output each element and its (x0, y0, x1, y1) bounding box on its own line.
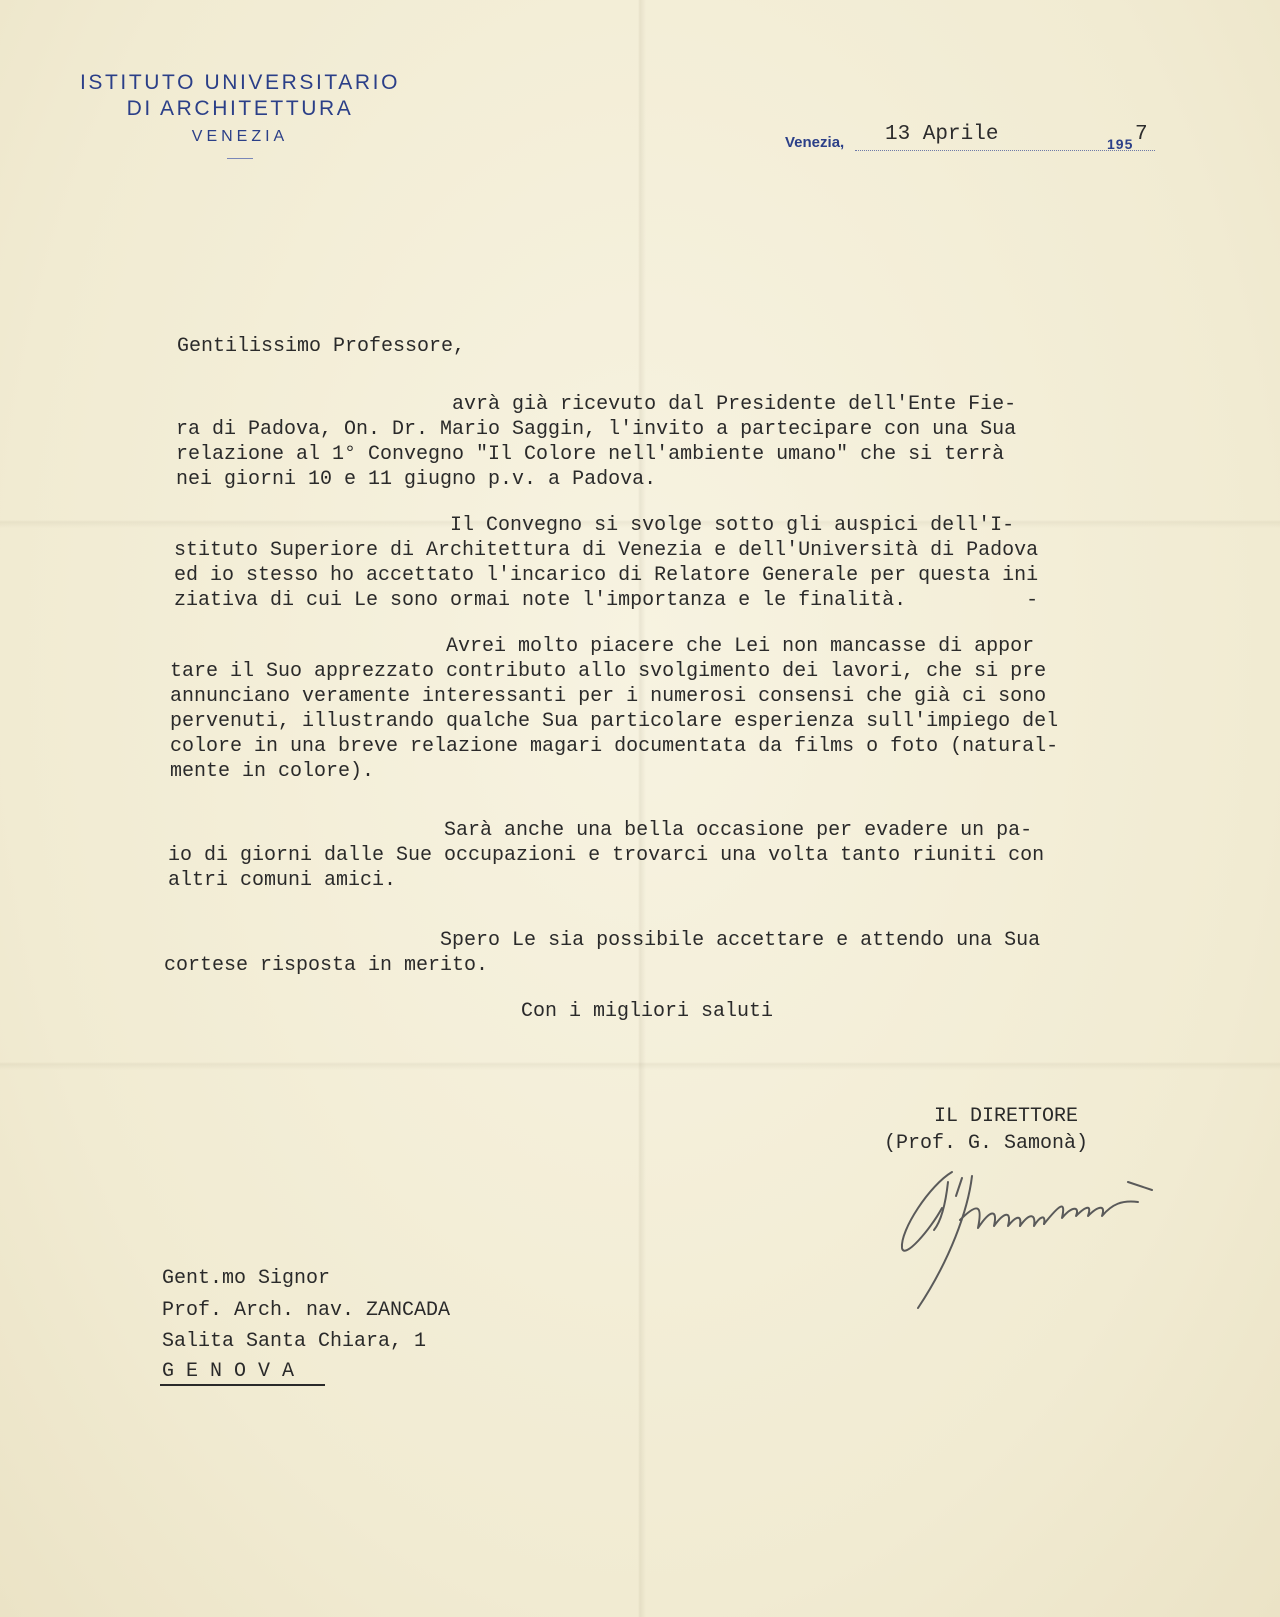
paragraph-3-line-6: mente in colore). (170, 760, 375, 783)
paragraph-3-line-3: annunciano veramente interessanti per i numerosi consensi che già ci sono (170, 685, 1047, 708)
paragraph-4-line-1: Sarà anche una bella occasione per evadere un pa- (168, 819, 1033, 842)
paragraph-2-line-1: Il Convegno si svolge sotto gli auspici dell'I- (174, 514, 1015, 537)
letterhead (60, 70, 420, 159)
paragraph-3-line-5: colore in una breve relazione magari documentata da films o foto (natural- (170, 735, 1059, 758)
closing: Con i migliori saluti (521, 1000, 774, 1023)
recipient-city-underline (160, 1384, 325, 1386)
dateline-year-digit: 7 (1135, 123, 1148, 146)
dateline (785, 120, 1170, 150)
paragraph-1-line-2: ra di Padova, On. Dr. Mario Saggin, l'invito a partecipare con una Sua (176, 418, 1017, 441)
recipient-line-3: Salita Santa Chiara, 1 (162, 1330, 427, 1353)
paragraph-5-line-1: Spero Le sia possibile accettare e attendo una Sua (164, 929, 1041, 952)
salutation: Gentilissimo Professore, (177, 335, 466, 358)
paragraph-2-line-2: stituto Superiore di Architettura di Venezia e dell'Università di Padova (174, 539, 1039, 562)
paragraph-2-line-3: ed io stesso ho accettato l'incarico di Relatore Generale per questa ini (174, 564, 1039, 587)
paragraph-1-line-4: nei giorni 10 e 11 giugno p.v. a Padova. (176, 468, 657, 491)
dateline-city: Venezia, (785, 134, 845, 151)
signatory-name: (Prof. G. Samonà) (884, 1132, 1089, 1155)
paragraph-1-line-3: relazione al 1° Convegno "Il Colore nell'ambiente umano" che si terrà (176, 443, 1005, 466)
recipient-line-2: Prof. Arch. nav. ZANCADA (162, 1299, 451, 1322)
paragraph-3-line-4: pervenuti, illustrando qualche Sua particolare esperienza sull'impiego del (170, 710, 1059, 733)
dateline-year-prefix: 195 (1107, 136, 1134, 152)
letterhead-city-line: VENEZIA (191, 128, 289, 145)
paragraph-2-line-4: ziativa di cui Le sono ormai note l'importanza e le finalità. - (174, 589, 1039, 612)
paragraph-3-line-2: tare il Suo apprezzato contributo allo svolgimento dei lavori, che si pre (170, 660, 1047, 683)
paragraph-1-line-1: avrà già ricevuto dal Presidente dell'Ente Fie- (176, 393, 1017, 416)
recipient-line-1: Gent.mo Signor (162, 1267, 331, 1290)
signatory-title: IL DIRETTORE (934, 1105, 1079, 1128)
letterhead-rule (227, 158, 253, 159)
paragraph-5-line-2: cortese risposta in merito. (164, 954, 489, 977)
dateline-typed-date: 13 Aprile (885, 123, 999, 146)
letterhead-architecture-line: DI ARCHITETTURA (126, 97, 354, 120)
paragraph-4-line-2: io di giorni dalle Sue occupazioni e trovarci una volta tanto riuniti con (168, 844, 1045, 867)
paragraph-3-line-1: Avrei molto piacere che Lei non mancasse di appor (170, 635, 1035, 658)
paragraph-4-line-3: altri comuni amici. (168, 869, 397, 892)
handwritten-signature (890, 1160, 1190, 1310)
letterhead-institute-line: ISTITUTO UNIVERSITARIO (79, 71, 401, 94)
recipient-city: G E N O V A (162, 1360, 295, 1383)
